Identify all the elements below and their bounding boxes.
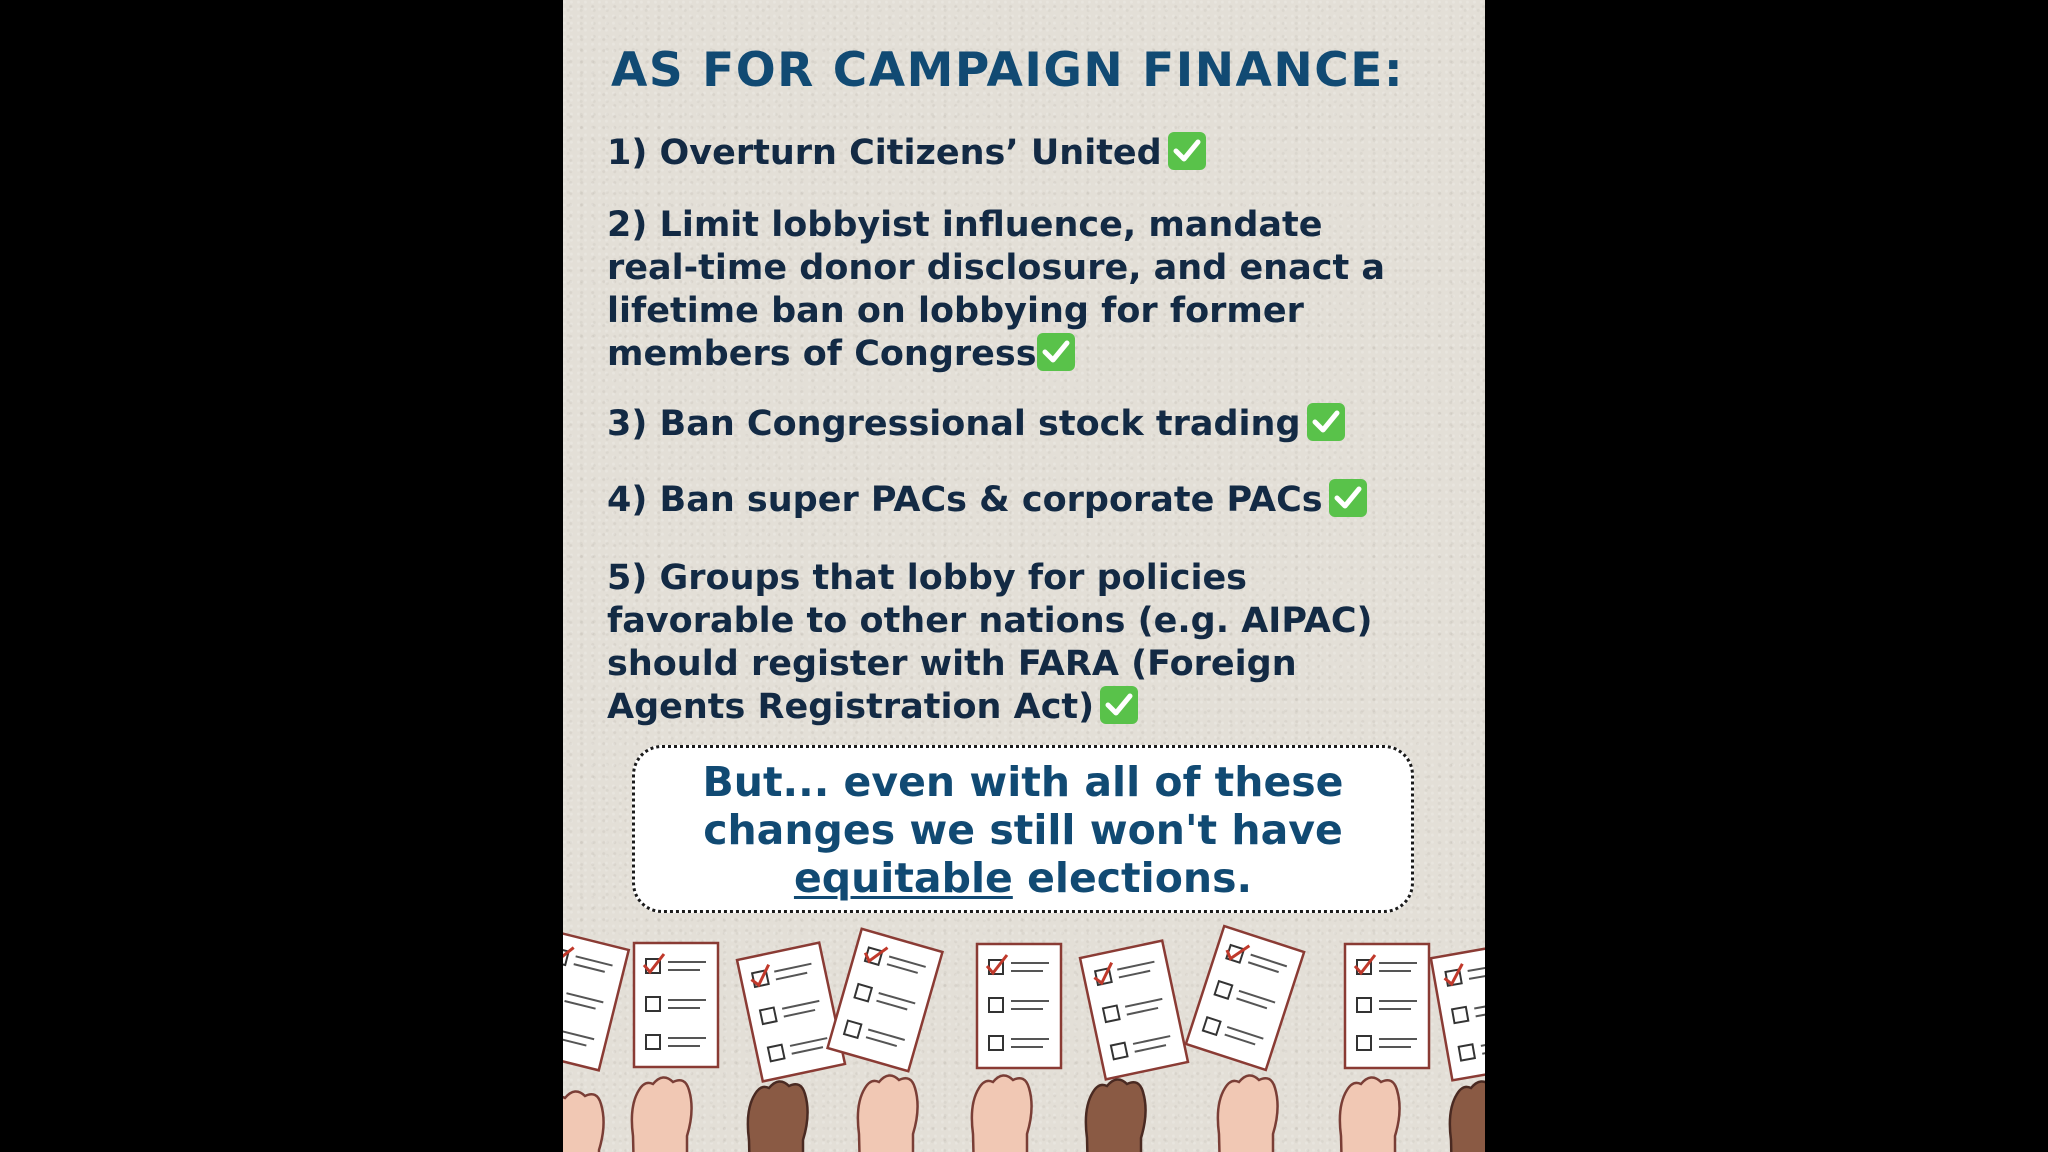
- list-item-text: 1) Overturn Citizens’ United: [607, 133, 1162, 173]
- list-item-text: lifetime ban on lobbying for former: [607, 291, 1304, 331]
- callout-line-3: [635, 854, 1411, 902]
- check-mark-icon: [1037, 333, 1075, 371]
- ballot-icon: [634, 943, 718, 1067]
- hand-icon: [1450, 1081, 1485, 1152]
- ballot-icon: [1080, 941, 1188, 1080]
- hand-icon: [1086, 1079, 1146, 1152]
- callout-line-1: But... even with all of these: [702, 758, 1344, 806]
- check-mark-icon: [1168, 132, 1206, 170]
- ballot-icon: [1345, 944, 1429, 1068]
- ballot-icon: [737, 943, 845, 1082]
- list-item-5: [607, 557, 1437, 729]
- list-item-text: members of Congress: [607, 334, 1037, 374]
- list-item-text: 4) Ban super PACs & corporate PACs: [607, 480, 1323, 520]
- list-item-text: favorable to other nations (e.g. AIPAC): [607, 601, 1373, 641]
- check-mark-icon: [1307, 403, 1345, 441]
- hand-icon: [858, 1075, 918, 1152]
- list-item-text: 3) Ban Congressional stock trading: [607, 404, 1301, 444]
- hand-icon: [1340, 1077, 1400, 1152]
- list-item-2: [607, 204, 1437, 376]
- list-item-text: should register with FARA (Foreign: [607, 644, 1297, 684]
- callout-box: [632, 745, 1414, 913]
- list-item-1: [607, 132, 1437, 175]
- check-mark-icon: [1100, 686, 1138, 724]
- list-item-text: Agents Registration Act): [607, 687, 1095, 727]
- hand-icon: [748, 1081, 808, 1152]
- ballot-icon: [977, 944, 1061, 1068]
- callout-line-3-rest: elections.: [1012, 854, 1253, 902]
- check-mark-icon: [1329, 479, 1367, 517]
- ballot-icon: [828, 929, 943, 1071]
- hand-icon: [1218, 1075, 1278, 1152]
- list-item-text: real-time donor disclosure, and enact a: [607, 248, 1385, 288]
- poster: [563, 0, 1485, 1152]
- list-item-text: 5) Groups that lobby for policies: [607, 558, 1248, 598]
- hand-icon: [632, 1077, 692, 1152]
- hand-icon: [972, 1075, 1032, 1152]
- hands-holding-ballots-illustration: [563, 920, 1485, 1152]
- hand-icon: [563, 1091, 604, 1152]
- list-item-4: [607, 479, 1437, 522]
- callout-line-2: changes we still won't have: [703, 806, 1343, 854]
- list-item-text: 2) Limit lobbyist influence, mandate: [607, 205, 1323, 245]
- callout-underlined-word: equitable: [793, 854, 1013, 902]
- poster-title: AS FOR CAMPAIGN FINANCE:: [611, 43, 1405, 98]
- ballot-icon: [563, 930, 629, 1071]
- ballot-icon: [1431, 944, 1485, 1081]
- ballot-icon: [1186, 926, 1304, 1070]
- list-item-3: [607, 403, 1437, 446]
